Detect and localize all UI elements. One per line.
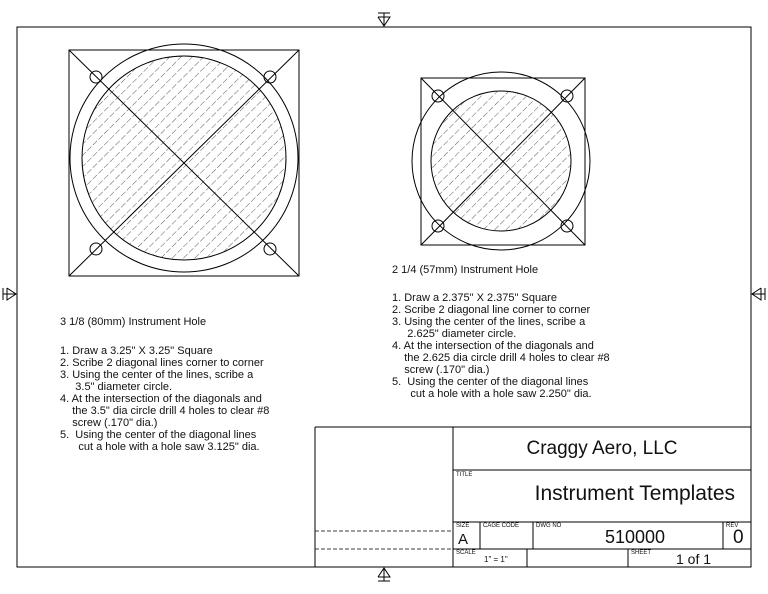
size-value: A <box>458 531 469 548</box>
scale-label: SCALE <box>456 550 476 556</box>
step-item: 2. Scribe 2 diagonal lines corner to corner <box>60 357 264 369</box>
step-item: 3. Using the center of the lines, scribe a 3.5" diameter circle. <box>60 369 254 393</box>
rev-value: 0 <box>733 527 744 548</box>
sheet-label: SHEET <box>631 550 652 556</box>
rev-label: REV <box>726 523 739 529</box>
template-80mm-screw-hole <box>264 243 276 255</box>
centering-mark-bottom <box>378 568 390 581</box>
template-80mm-steps <box>60 345 269 453</box>
template-80mm-screw-hole <box>264 71 276 83</box>
step-item: 4. At the intersection of the diagonals and the 2.625 dia circle drill 4 holes to clear #8 screw (.170" dia.) <box>392 340 610 376</box>
step-item: 1. Draw a 3.25" X 3.25" Square <box>60 345 213 357</box>
cage-code-label: CAGE CODE <box>483 523 520 529</box>
centering-mark-left <box>3 288 16 300</box>
dwg-no-label: DWG NO <box>536 523 562 529</box>
step-item: 3. Using the center of the lines, scribe a 2.625" diameter circle. <box>392 316 586 340</box>
template-57mm-steps <box>392 292 610 400</box>
template-80mm-heading: 3 1/8 (80mm) Instrument Hole <box>60 316 207 328</box>
company-name: Craggy Aero, LLC <box>526 438 678 459</box>
drawing-title: Instrument Templates <box>534 482 735 505</box>
centering-mark-top <box>378 13 390 26</box>
centering-mark-right <box>752 288 765 300</box>
title-block-dashed-lines <box>315 531 453 549</box>
sheet-value: 1 of 1 <box>676 551 712 567</box>
step-item: 5. Using the center of the diagonal lines cut a hole with a hole saw 3.125" dia. <box>60 429 260 453</box>
step-item: 4. At the intersection of the diagonals and the 3.5" dia circle drill 4 holes to clear #8 screw (.170" dia.) <box>60 393 270 429</box>
size-label: SIZE <box>456 523 470 529</box>
template-80mm <box>69 44 299 276</box>
template-57mm-screw-hole <box>432 220 444 232</box>
step-item: 1. Draw a 2.375" X 2.375" Square <box>392 292 557 304</box>
step-item: 2. Scribe 2 diagonal line corner to corner <box>392 304 591 316</box>
step-item: 5. Using the center of the diagonal lines cut a hole with a hole saw 2.250" dia. <box>392 376 592 400</box>
title-label: TITLE <box>456 472 473 478</box>
template-57mm-heading: 2 1/4 (57mm) Instrument Hole <box>392 264 539 276</box>
template-57mm <box>412 72 590 250</box>
dwg-no-value: 510000 <box>604 527 666 547</box>
scale-value: 1" = 1" <box>484 555 508 564</box>
